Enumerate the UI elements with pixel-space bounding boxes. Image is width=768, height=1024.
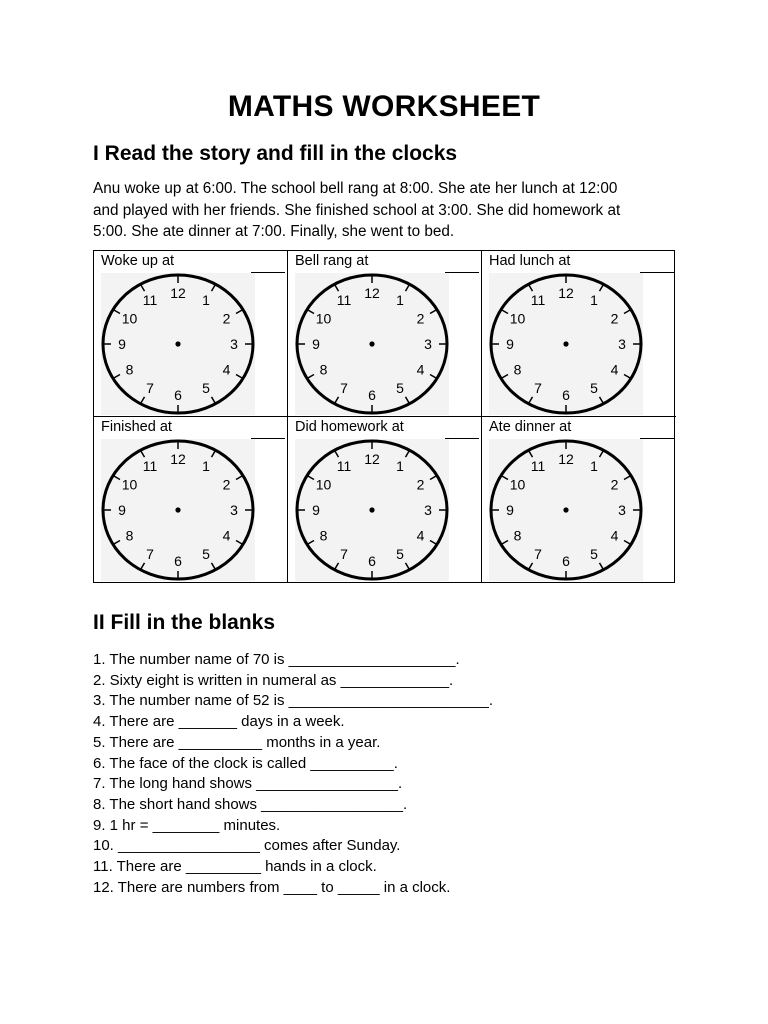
clock-cell-had-lunch [482,251,676,417]
clock-face [101,439,255,581]
hour-tick [406,285,410,291]
hour-tick [430,476,436,480]
hour-tick [502,310,508,314]
hour-tick [406,563,410,569]
clock-number: 5 [590,380,598,397]
clock-number: 11 [530,457,546,474]
clock-number: 9 [312,336,320,352]
clock-number: 8 [125,361,134,378]
story-text [93,178,683,243]
clock-number: 12 [558,285,574,301]
clock-center-dot [563,341,568,346]
blank-item: 4. There are _______ days in a week. [93,713,345,731]
answer-line[interactable] [251,272,285,273]
blank-item: 3. The number name of 52 is ________________________. [93,692,494,710]
clock-number: 4 [610,527,619,544]
clock-face [101,273,255,415]
clock-number: 10 [315,310,332,327]
clock-number: 4 [222,527,231,544]
hour-tick [114,541,120,545]
blank-item: 11. There are _________ hands in a clock. [93,858,377,876]
clock-cell-woke-up [94,251,288,417]
hour-tick [308,310,314,314]
clock-number: 3 [424,336,432,352]
clock-number: 6 [562,553,570,569]
section1-heading: I Read the story and fill in the clocks [93,142,458,165]
hour-tick [624,541,630,545]
clock-number: 6 [562,387,570,403]
clock-cell-finished [94,417,288,583]
clock-center-dot [175,341,180,346]
clock-number: 12 [170,285,186,301]
clock-label: Finished at [101,419,172,435]
story-line: 5:00. She ate dinner at 7:00. Finally, she went to bed. [93,223,455,240]
hour-tick [406,451,410,457]
hour-tick [335,451,339,457]
clock-number: 12 [364,285,380,301]
clock-number: 2 [416,310,425,327]
clock-number: 7 [146,380,154,397]
clock-number: 1 [396,291,404,308]
clock-number: 8 [513,527,522,544]
hour-tick [236,541,242,545]
hour-tick [529,285,533,291]
clock-face [295,439,449,581]
clock-number: 6 [368,553,376,569]
clock-number: 5 [590,546,598,563]
clock-cell-ate-dinner [482,417,676,583]
hour-tick [406,397,410,403]
clock-number: 6 [174,553,182,569]
clock-number: 1 [202,291,210,308]
blank-item: 1. The number name of 70 is ____________________. [93,651,460,668]
hour-tick [529,451,533,457]
hour-tick [212,397,216,403]
clock-number: 2 [610,310,619,327]
hour-tick [212,563,216,569]
hour-tick [308,476,314,480]
clock-number: 1 [590,457,598,474]
clock-number: 11 [142,291,158,308]
clock-cell-did-homework [288,417,482,583]
blank-item: 10. _________________ comes after Sunday. [93,837,401,855]
hour-tick [236,310,242,314]
hour-tick [430,310,436,314]
hour-tick [308,375,314,379]
clock-number: 11 [336,457,352,474]
clock-number: 3 [230,336,238,352]
hour-tick [236,476,242,480]
clock-number: 4 [610,361,619,378]
clock-label: Ate dinner at [489,419,572,435]
clock-number: 5 [396,380,404,397]
hour-tick [600,451,604,457]
hour-tick [502,541,508,545]
clock-number: 1 [202,457,210,474]
hour-tick [529,563,533,569]
story-line: and played with her friends. She finished school at 3:00. She did homework at [93,201,621,219]
clock-label: Did homework at [295,419,404,435]
clock-number: 6 [174,387,182,403]
clock-number: 3 [424,502,432,518]
clock-label: Woke up at [101,253,175,269]
hour-tick [335,397,339,403]
hour-tick [141,451,145,457]
hour-tick [114,476,120,480]
blank-item: 9. 1 hr = ________ minutes. [93,816,281,834]
clock-number: 2 [416,476,425,493]
hour-tick [141,563,145,569]
answer-line[interactable] [445,438,479,439]
hour-tick [212,285,216,291]
clock-number: 3 [230,502,238,518]
clock-number: 9 [506,502,514,518]
clock-number: 9 [312,502,320,518]
clock-number: 8 [319,527,328,544]
clock-number: 6 [368,387,376,403]
clock-number: 11 [336,291,352,308]
hour-tick [335,285,339,291]
section2-heading: II Fill in the blanks [93,611,276,634]
clock-number: 9 [118,502,126,518]
clock-grid [93,250,675,583]
clock-number: 8 [513,361,522,378]
hour-tick [430,541,436,545]
clock-number: 10 [509,310,526,327]
hour-tick [141,397,145,403]
hour-tick [600,285,604,291]
clock-number: 3 [618,336,626,352]
clock-number: 9 [118,336,126,352]
clock-face [489,439,643,581]
hour-tick [430,375,436,379]
worksheet-title: MATHS WORKSHEET [227,90,541,123]
clock-label: Had lunch at [489,253,571,269]
clock-number: 4 [416,527,425,544]
clock-number: 2 [222,310,231,327]
hour-tick [600,563,604,569]
clock-number: 12 [558,451,574,467]
blank-item: 2. Sixty eight is written in numeral as _____________. [93,671,454,689]
hour-tick [114,375,120,379]
clock-number: 10 [121,310,138,327]
blank-item: 5. There are __________ months in a year. [93,733,381,751]
clock-label: Bell rang at [295,253,369,269]
hour-tick [502,375,508,379]
answer-line[interactable] [445,272,479,273]
clock-number: 2 [610,476,619,493]
hour-tick [236,375,242,379]
clock-number: 2 [222,476,231,493]
clock-face [295,273,449,415]
clock-center-dot [563,507,568,512]
blank-item: 7. The long hand shows _________________. [93,775,403,793]
clock-number: 5 [202,546,210,563]
clock-number: 7 [534,546,542,563]
hour-tick [212,451,216,457]
hour-tick [529,397,533,403]
clock-number: 7 [340,546,348,563]
clock-number: 5 [396,546,404,563]
clock-number: 5 [202,380,210,397]
clock-number: 4 [222,361,231,378]
clock-number: 8 [125,527,134,544]
clock-number: 11 [142,457,158,474]
hour-tick [624,310,630,314]
clock-number: 7 [534,380,542,397]
blank-item: 6. The face of the clock is called __________. [93,754,398,772]
clock-center-dot [175,507,180,512]
clock-number: 12 [170,451,186,467]
hour-tick [624,375,630,379]
hour-tick [308,541,314,545]
hour-tick [114,310,120,314]
hour-tick [624,476,630,480]
clock-center-dot [369,507,374,512]
clock-number: 10 [121,476,138,493]
clock-number: 10 [509,476,526,493]
clock-number: 7 [340,380,348,397]
clock-number: 7 [146,546,154,563]
answer-line[interactable] [251,438,285,439]
hour-tick [141,285,145,291]
clock-number: 3 [618,502,626,518]
story-line: Anu woke up at 6:00. The school bell rang at 8:00. She ate her lunch at 12:00 [93,180,618,197]
clock-number: 10 [315,476,332,493]
clock-center-dot [369,341,374,346]
clock-cell-bell-rang [288,251,482,417]
clock-number: 4 [416,361,425,378]
clock-number: 8 [319,361,328,378]
answer-line[interactable] [640,438,674,439]
clock-number: 1 [590,291,598,308]
fill-in-blanks-list [93,650,493,898]
clock-number: 12 [364,451,380,467]
hour-tick [600,397,604,403]
blank-item: 8. The short hand shows _________________. [93,795,408,813]
blank-item: 12. There are numbers from ____ to _____ in a clock. [93,878,451,896]
clock-number: 9 [506,336,514,352]
answer-line[interactable] [640,272,674,273]
hour-tick [335,563,339,569]
clock-face [489,273,643,415]
clock-number: 1 [396,457,404,474]
clock-number: 11 [530,291,546,308]
hour-tick [502,476,508,480]
